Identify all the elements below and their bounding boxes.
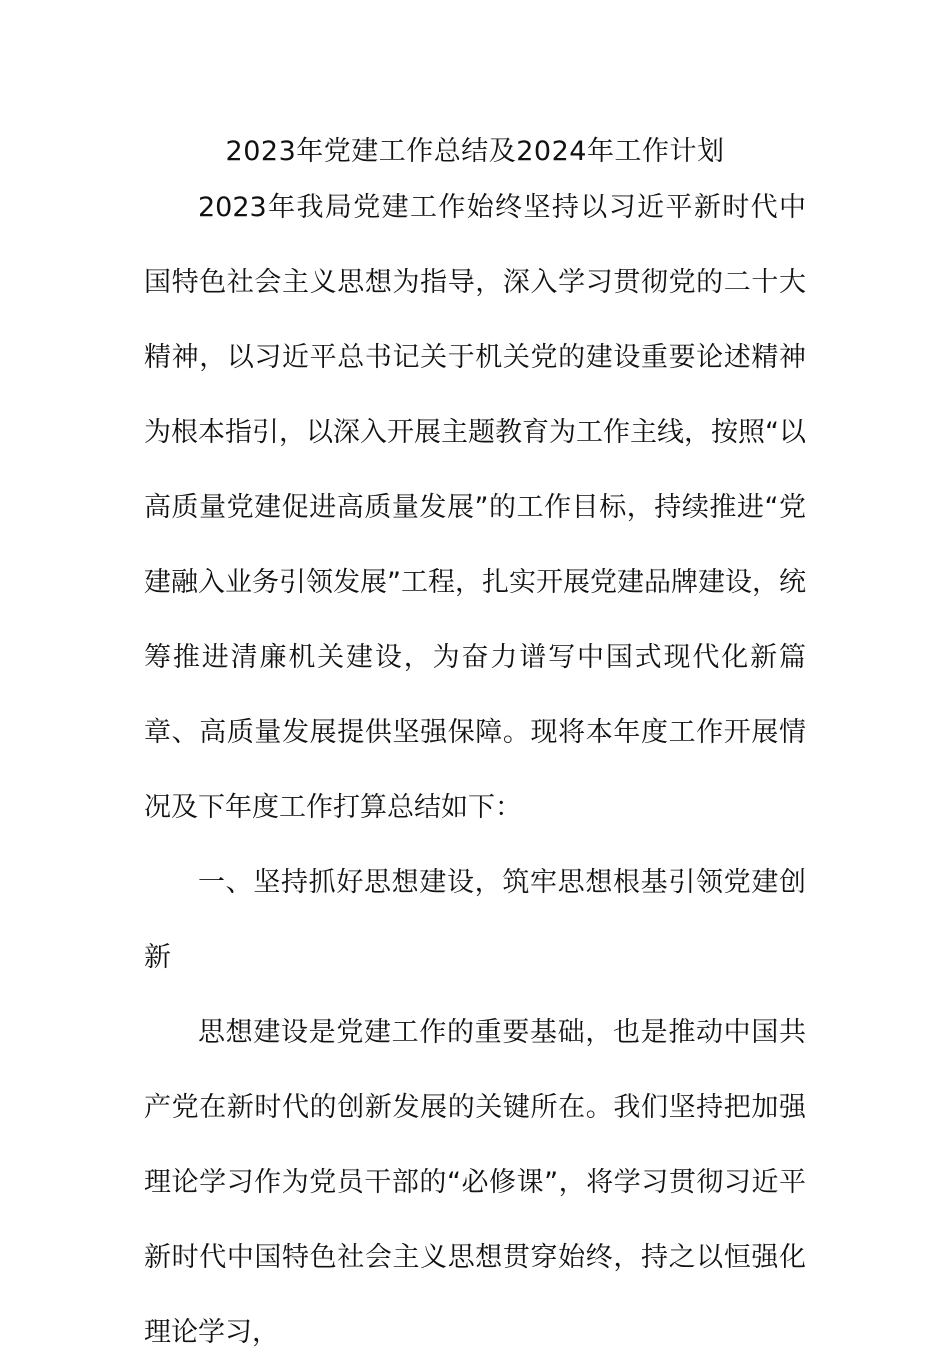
document-title: 2023年党建工作总结及2024年工作计划 [225,136,725,167]
section-1-paragraph: 思想建设是党建工作的重要基础，也是推动中国共产党在新时代的创新发展的关键所在。我们坚持把加强理论学习作为党员干部的“必修课”，将学习贯彻习近平新时代中国特色社会主义思想贯穿始终，持之以恒强化理论学习， [144,1017,806,1348]
intro-paragraph: 2023年我局党建工作始终坚持以习近平新时代中国特色社会主义思想为指导，深入学习贯彻党的二十大精神，以习近平总书记关于机关党的建设重要论述精神为根本指引，以深入开展主题教育为工作主线，按照“以高质量党建促进高质量发展”的工作目标，持续推进“党建融入业务引领发展”工程，扎实开展党建品牌建设，统筹推进清廉机关建设，为奋力谱写中国式现代化新篇章、高质量发展提供坚强保障。现将本年度工作开展情况及下年度工作打算总结如下： [144,192,806,823]
document-body [144,170,806,1370]
section-1-heading: 一、坚持抓好思想建设，筑牢思想根基引领党建创新 [144,867,806,973]
